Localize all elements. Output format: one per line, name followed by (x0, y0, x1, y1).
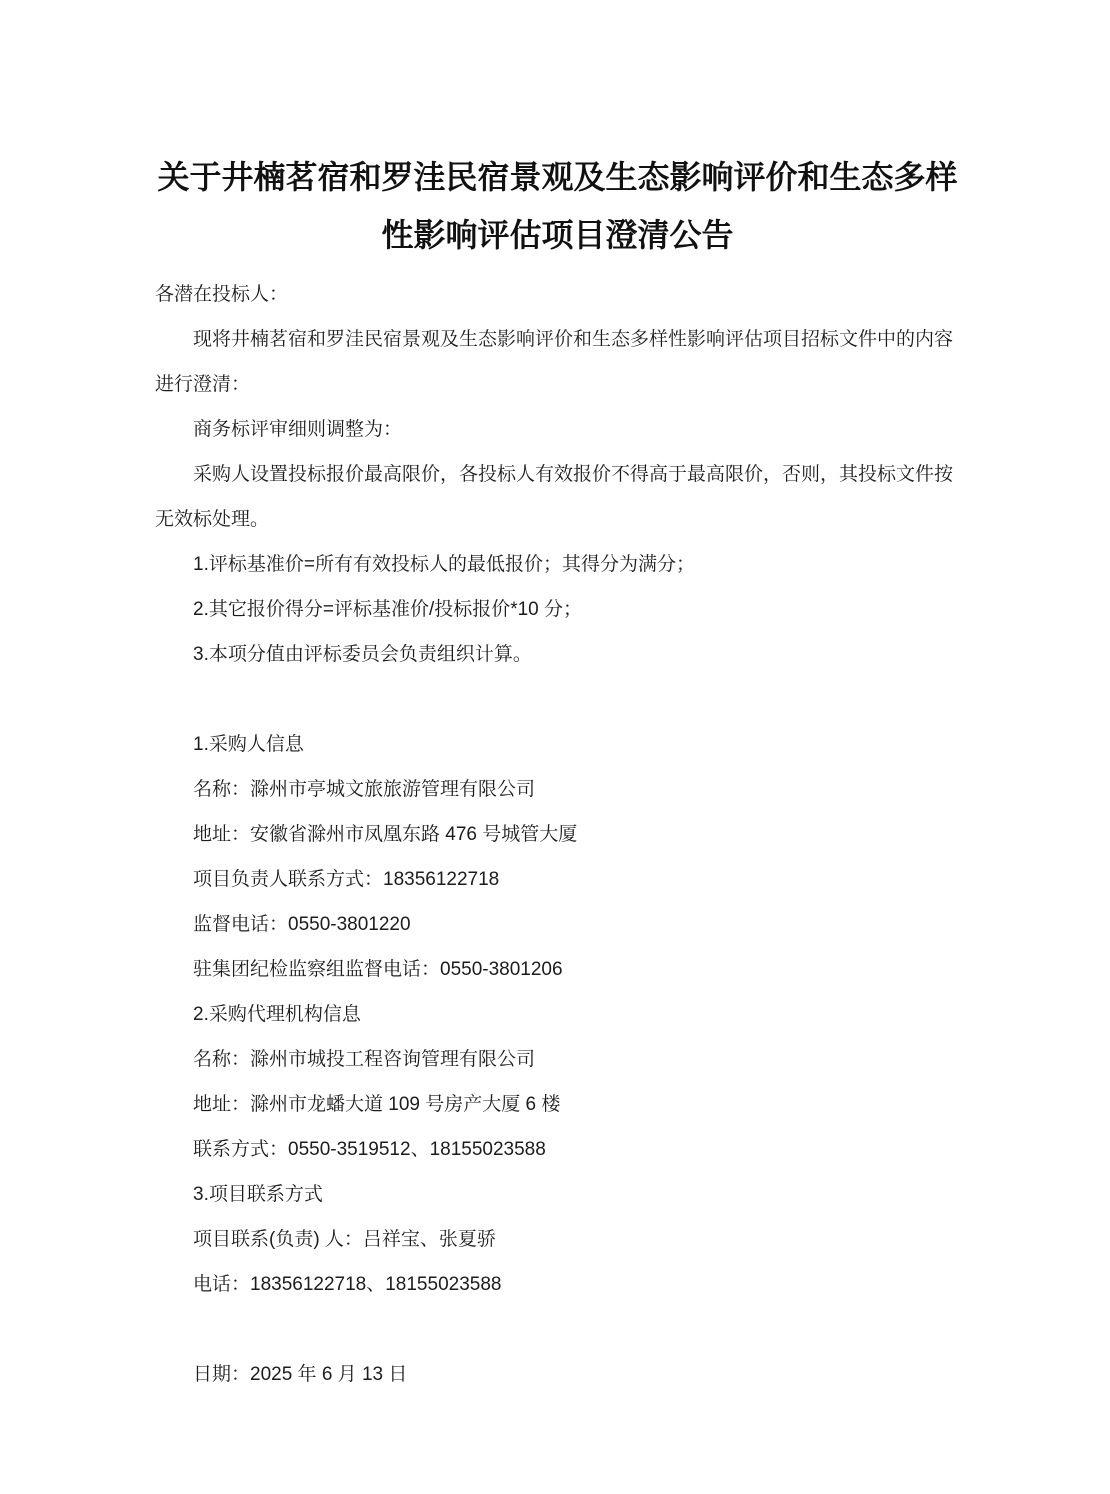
project-contact-heading: 3.项目联系方式 (193, 1184, 323, 1205)
date-line: 日期：2025 年 6 月 13 日 (193, 1364, 408, 1385)
project-contact-person: 项目联系(负责) 人：吕祥宝、张夏骄 (193, 1229, 496, 1250)
agency-contact: 联系方式：0550-3519512、18155023588 (193, 1139, 546, 1160)
agency-address: 地址：滁州市龙蟠大道 109 号房产大厦 6 楼 (193, 1094, 561, 1115)
document-title: 关于井楠茗宿和罗洼民宿景观及生态影响评价和生态多样性影响评估项目澄清公告 (157, 159, 958, 253)
purchaser-info-heading: 1.采购人信息 (193, 734, 304, 755)
price-cap-rule: 采购人设置投标报价最高限价，各投标人有效报价不得高于最高限价，否则，其投标文件按无效标处理。 (155, 464, 954, 530)
spacer (155, 1307, 960, 1352)
purchaser-leader-contact: 项目负责人联系方式：18356122718 (193, 869, 500, 890)
scoring-rule-2: 2.其它报价得分=评标基准价/投标报价*10 分； (193, 599, 583, 620)
salutation: 各潜在投标人： (155, 284, 289, 305)
scoring-rule-3: 3.本项分值由评标委员会负责组织计算。 (193, 644, 532, 665)
agency-info-heading: 2.采购代理机构信息 (193, 1004, 361, 1025)
agency-name: 名称：滁州市城投工程咨询管理有限公司 (193, 1049, 536, 1070)
supervision-phone: 监督电话：0550-3801220 (193, 914, 411, 935)
project-contact-phone: 电话：18356122718、18155023588 (193, 1274, 502, 1295)
discipline-supervision-phone: 驻集团纪检监察组监督电话：0550-3801206 (193, 959, 563, 980)
clarification-intro: 现将井楠茗宿和罗洼民宿景观及生态影响评价和生态多样性影响评估项目招标文件中的内容进行澄清： (155, 329, 954, 395)
spacer (155, 677, 960, 722)
purchaser-address: 地址：安徽省滁州市凤凰东路 476 号城管大厦 (193, 824, 578, 845)
scoring-rule-1: 1.评标基准价=所有有效投标人的最低报价；其得分为满分； (193, 554, 695, 575)
document-body (155, 272, 960, 1397)
purchaser-name: 名称：滁州市亭城文旅旅游管理有限公司 (193, 779, 536, 800)
adjustment-heading: 商务标评审细则调整为： (193, 419, 403, 440)
